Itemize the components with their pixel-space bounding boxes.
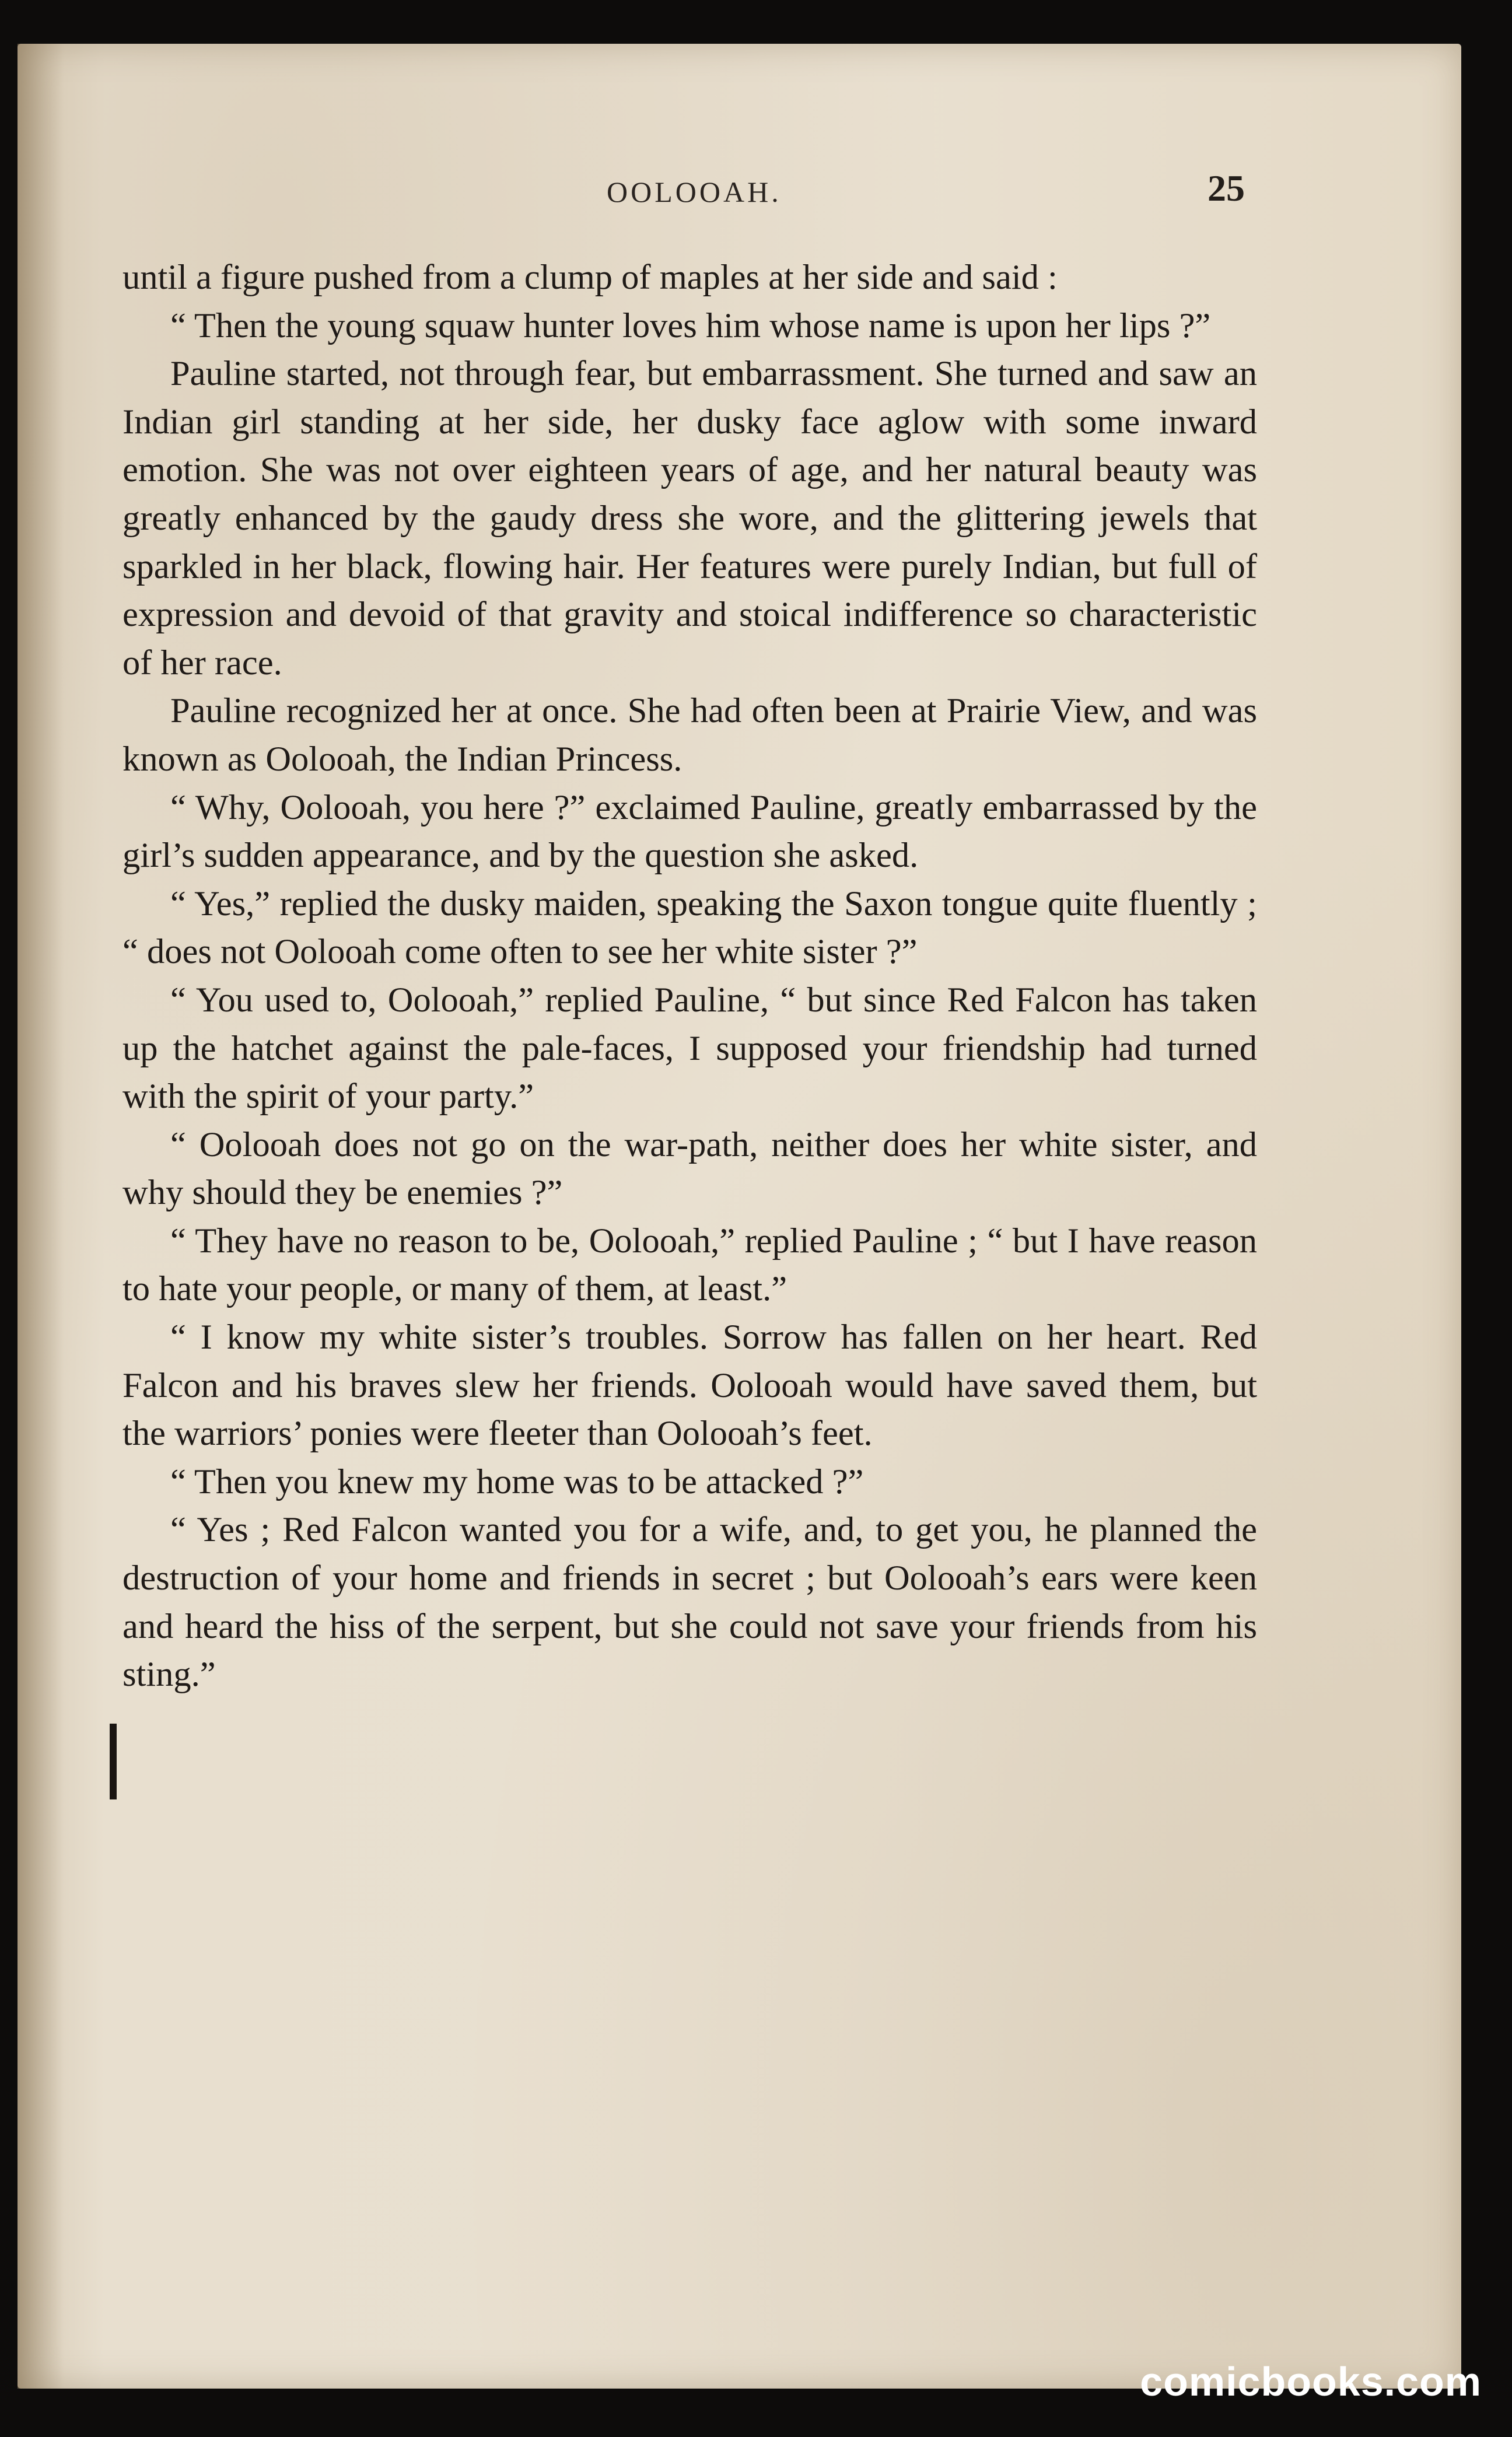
paragraph: “ I know my white sister’s troubles. Sorrow has fallen on her heart. Red Falcon and his braves slew her friends. Oolooah would have saved them, but the warriors’ ponies were fleeter than Oolooah’s feet. xyxy=(123,1318,1257,1454)
paragraph: “ They have no reason to be, Oolooah,” replied Pauline ; “ but I have reason to hate your people, or many of them, at least.” xyxy=(123,1221,1257,1309)
page-number: 25 xyxy=(1208,167,1245,209)
paragraph: “ Then the young squaw hunter loves him whose name is upon her lips ?” xyxy=(170,306,1211,345)
running-head: OOLOOAH. xyxy=(607,176,782,208)
page-gutter-shadow xyxy=(18,44,64,2389)
margin-mark xyxy=(110,1724,117,1799)
paragraph: “ Oolooah does not go on the war-path, neither does her white sister, and why should they be enemies ?” xyxy=(123,1125,1257,1213)
paragraph: Pauline started, not through fear, but embarrassment. She turned and saw an Indian girl standing at her side, her dusky face aglow with some inward emotion. She was not over eighteen years of age, and her natural beauty was greatly enhanced by the gaudy dress she wore, and the glittering jewels that sparkled in her black, flowing hair. Her features were purely Indian, but full of expression and devoid of that gravity and stoical indifference so characteristic of her race. xyxy=(123,354,1257,682)
paragraph: “ Yes,” replied the dusky maiden, speaking the Saxon tongue quite fluently ; “ does not Oolooah come often to see her white sister ?” xyxy=(123,884,1257,972)
watermark: comicbooks.com xyxy=(1140,2359,1482,2404)
paragraph: “ Why, Oolooah, you here ?” exclaimed Pauline, greatly embarrassed by the girl’s sudden appearance, and by the question she asked. xyxy=(123,787,1257,876)
paragraph: “ Then you knew my home was to be attacked ?” xyxy=(170,1462,864,1501)
body-text xyxy=(123,254,1257,1699)
paragraph: until a figure pushed from a clump of maples at her side and said : xyxy=(123,258,1058,297)
paragraph: “ You used to, Oolooah,” replied Pauline, “ but since Red Falcon has taken up the hatchet against the pale-faces, I supposed your friendship had turned with the spirit of your party.” xyxy=(123,980,1257,1116)
paragraph: “ Yes ; Red Falcon wanted you for a wife, and, to get you, he planned the destruction of your home and friends in secret ; but Oolooah’s ears were keen and heard the hiss of the serpent, but she could not save your friends from his sting.” xyxy=(123,1510,1257,1694)
paragraph: Pauline recognized her at once. She had often been at Prairie View, and was known as Oolooah, the Indian Princess. xyxy=(123,691,1257,779)
